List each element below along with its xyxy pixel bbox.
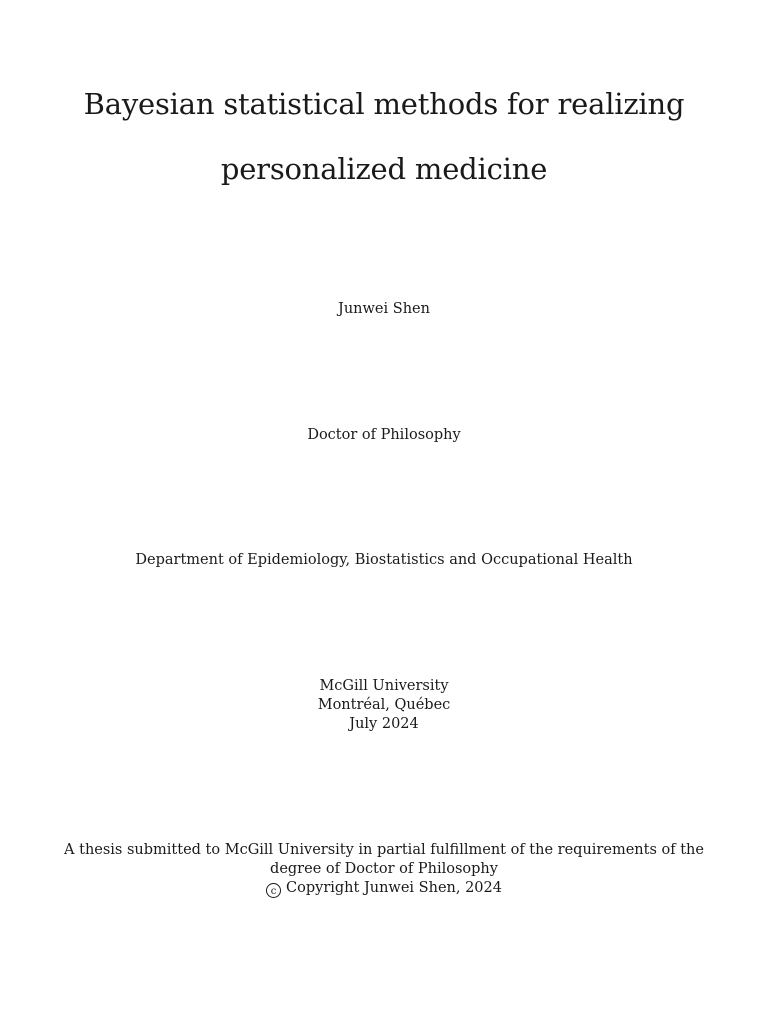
submission-statement-line-2: degree of Doctor of Philosophy (270, 861, 498, 877)
institution-block (0, 677, 768, 734)
copyright-icon: c (266, 883, 281, 898)
submission-note (0, 841, 768, 898)
thesis-title-line-2: personalized medicine (220, 152, 548, 186)
author-name: Junwei Shen (338, 301, 430, 317)
copyright-text: Copyright Junwei Shen, 2024 (286, 880, 502, 896)
department-name: Department of Epidemiology, Biostatistics and Occupational Health (135, 552, 633, 568)
location: Montréal, Québec (317, 697, 451, 713)
degree-name: Doctor of Philosophy (307, 427, 461, 443)
university-name: McGill University (319, 678, 449, 694)
submission-date: July 2024 (349, 716, 419, 732)
submission-statement-line-1: A thesis submitted to McGill University in partial fulfillment of the requirements of the (64, 842, 704, 858)
thesis-title-line-1: Bayesian statistical methods for realizing (83, 87, 685, 121)
copyright-line (0, 879, 768, 898)
